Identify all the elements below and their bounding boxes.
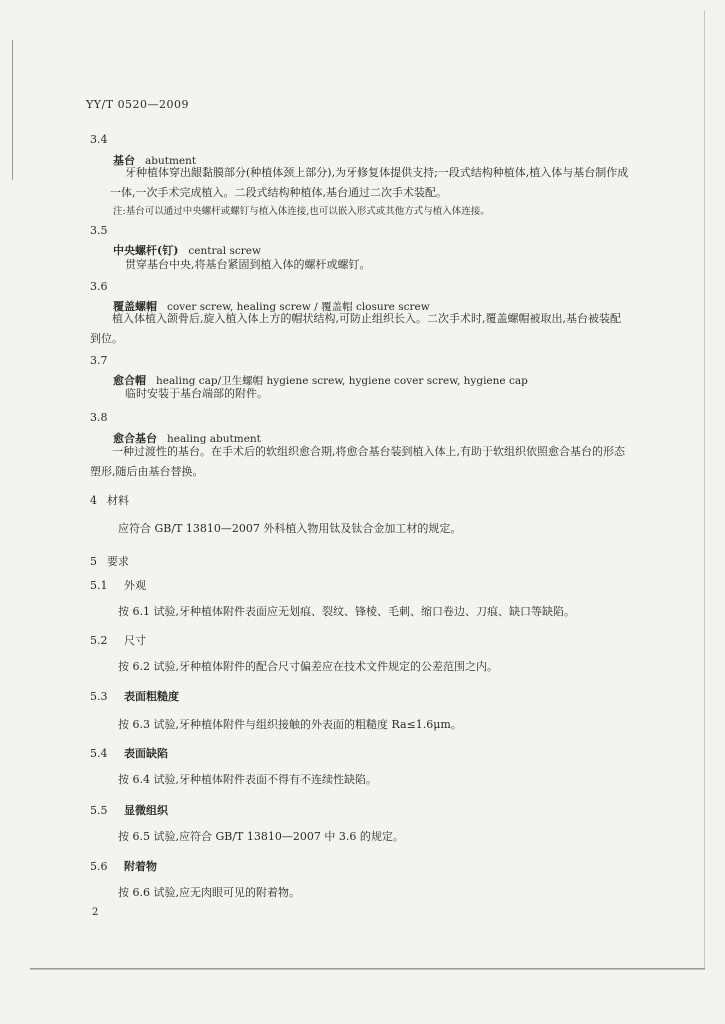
term-en: central screw: [188, 245, 261, 257]
term-en: healing cap/卫生螺帽 hygiene screw, hygiene cover screw, hygiene cap: [156, 375, 528, 387]
section-title: 材料: [107, 494, 129, 507]
subsection-title: 表面粗糙度: [124, 690, 179, 703]
term-en: cover screw, healing screw / 覆盖帽 closure screw: [167, 301, 430, 313]
note-text: 注:基台可以通过中央螺杆或螺钉与植入体连接,也可以嵌入形式或其他方式与植入体连接。: [113, 206, 490, 217]
subsection-heading: [90, 802, 168, 818]
definition-text: 牙种植体穿出龈黏膜部分(种植体颈上部分),为牙修复体提供支持;一段式结构种植体,植入体与基台制作成一体,一次手术完成植入。二段式结构种植体,基台通过二次手术装配。: [110, 166, 629, 199]
subsection-heading: [90, 688, 179, 704]
requirement-text: 按 6.6 试验,应无肉眼可见的附着物。: [118, 886, 300, 899]
page-number: 2: [92, 907, 99, 918]
term-zh: 覆盖螺帽: [113, 300, 157, 313]
subsection-number: 5.1: [90, 579, 108, 592]
term-en: healing abutment: [167, 433, 261, 445]
definition-text: 贯穿基台中央,将基台紧固到植入体的螺杆或螺钉。: [125, 258, 371, 271]
subsection-title: 附着物: [124, 860, 157, 873]
section-number: 3.6: [90, 280, 108, 293]
section-number: 3.8: [90, 411, 108, 424]
subsection-heading: [90, 858, 157, 874]
term-zh: 基台: [113, 154, 135, 167]
subsection-heading: [90, 577, 146, 593]
term-zh: 愈合基台: [113, 432, 157, 445]
scan-edge-right: [704, 10, 705, 970]
term-zh: 愈合帽: [113, 374, 146, 387]
subsection-number: 5.2: [90, 634, 108, 647]
definition-text: 一种过渡性的基台。在手术后的软组织愈合期,将愈合基台装到植入体上,有助于软组织依照愈合基台的形态塑形,随后由基台替换。: [90, 445, 625, 478]
definition-text: 临时安装于基台端部的附件。: [125, 387, 268, 400]
term-zh: 中央螺杆(钉): [113, 244, 179, 257]
section-number: 4: [90, 494, 97, 507]
subsection-title: 显微组织: [124, 804, 168, 817]
section-heading: [90, 492, 129, 508]
section-number: 3.7: [90, 354, 108, 367]
subsection-title: 尺寸: [124, 634, 146, 647]
requirement-text: 按 6.5 试验,应符合 GB/T 13810—2007 中 3.6 的规定。: [118, 830, 404, 843]
section-title: 要求: [107, 555, 129, 568]
subsection-title: 表面缺陷: [124, 747, 168, 760]
scan-bottom-edge: [30, 968, 705, 970]
subsection-title: 外观: [124, 579, 146, 592]
requirement-text: 按 6.2 试验,牙种植体附件的配合尺寸偏差应在技术文件规定的公差范围之内。: [118, 660, 498, 673]
section-number: 5: [90, 555, 97, 568]
subsection-number: 5.5: [90, 804, 108, 817]
section-number: 3.4: [90, 133, 108, 146]
subsection-heading: [90, 632, 146, 648]
requirement-text: 按 6.1 试验,牙种植体附件表面应无划痕、裂纹、锋棱、毛刺、缩口卷边、刀痕、缺口等缺陷。: [118, 605, 575, 618]
section-text: 应符合 GB/T 13810—2007 外科植入物用钛及钛合金加工材的规定。: [118, 522, 462, 535]
subsection-number: 5.6: [90, 860, 108, 873]
subsection-number: 5.3: [90, 690, 108, 703]
subsection-number: 5.4: [90, 747, 108, 760]
subsection-heading: [90, 745, 168, 761]
section-number: 3.5: [90, 224, 108, 237]
definition-text: 植入体植入颌骨后,旋入植入体上方的帽状结构,可防止组织长入。二次手术时,覆盖螺帽被取出,基台被装配到位。: [90, 312, 621, 345]
scan-edge-left: [12, 40, 13, 180]
section-heading: [90, 553, 129, 569]
standard-header: YY/T 0520—2009: [86, 98, 190, 111]
term-en: abutment: [145, 155, 197, 167]
requirement-text: 按 6.3 试验,牙种植体附件与组织接触的外表面的粗糙度 Ra≤1.6μm。: [118, 718, 462, 731]
requirement-text: 按 6.4 试验,牙种植体附件表面不得有不连续性缺陷。: [118, 773, 377, 786]
